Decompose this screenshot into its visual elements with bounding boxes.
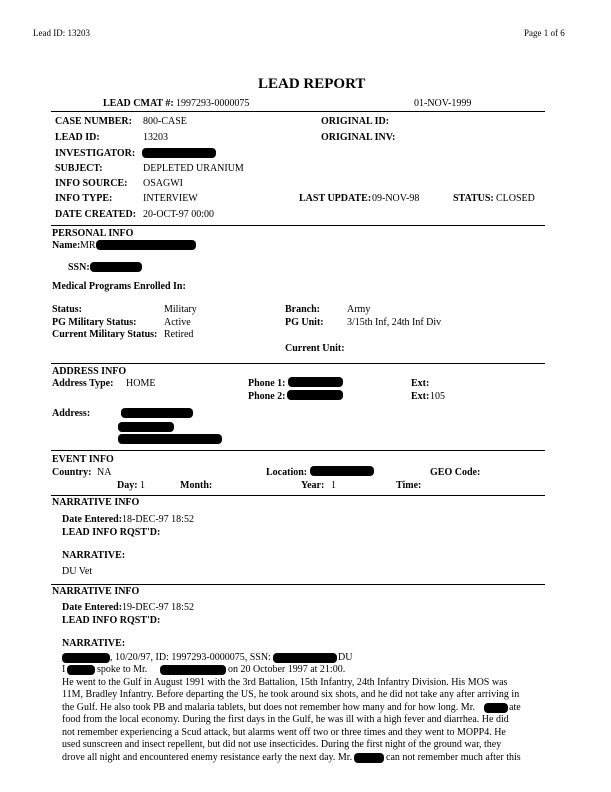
ext2: 105 <box>430 391 445 402</box>
event-heading: EVENT INFO <box>52 454 114 465</box>
pg-military: Active <box>164 317 191 328</box>
last-update-label: LAST UPDATE: <box>299 193 372 204</box>
divider-event <box>51 450 545 451</box>
location-label: Location: <box>266 467 308 478</box>
address-heading: ADDRESS INFO <box>52 366 127 377</box>
case-number: 800-CASE <box>143 116 187 127</box>
narrative1-heading: NARRATIVE INFO <box>52 497 140 508</box>
ext2-label: Ext: <box>411 391 430 402</box>
redaction-phone1 <box>288 377 343 387</box>
narrative1-text: DU Vet <box>62 566 93 577</box>
narrative1-label: NARRATIVE: <box>62 550 126 561</box>
name-label: Name: <box>52 240 81 251</box>
divider-top <box>51 111 545 112</box>
narrative2-line9-end: can not remember much after this <box>386 752 521 763</box>
narrative2-line2-mid: spoke to Mr. <box>97 664 148 675</box>
branch-label: Branch: <box>285 304 320 315</box>
lead-id-label: LEAD ID: <box>55 132 100 143</box>
narrative2-line8: used sunscreen and insect repellent, but did not use insecticides. During the first night of the ground war, they <box>62 739 502 750</box>
original-inv-label: ORIGINAL INV: <box>321 132 396 143</box>
narrative2-line2-start: I <box>62 664 66 675</box>
country: NA <box>97 467 112 478</box>
phone2-label: Phone 2: <box>248 391 286 402</box>
narrative2-label: NARRATIVE: <box>62 638 126 649</box>
original-id-label: ORIGINAL ID: <box>321 116 390 127</box>
header-lead-id: Lead ID: 13203 <box>33 28 90 38</box>
info-source: OSAGWI <box>143 178 183 189</box>
cmat-value: 1997293-0000075 <box>176 98 250 109</box>
status-field: Military <box>164 304 197 315</box>
ext1-label: Ext: <box>411 378 430 389</box>
narrative1-date: 18-DEC-97 18:52 <box>122 514 194 525</box>
narrative2-line9: drove all night and encountered enemy resistance early the next day. Mr. <box>62 752 353 763</box>
investigator-label: INVESTIGATOR: <box>55 148 136 159</box>
divider-narrative-1 <box>51 495 545 496</box>
narrative1-date-label: Date Entered: <box>62 514 123 525</box>
narrative2-rqst-label: LEAD INFO RQST'D: <box>62 615 161 626</box>
current-military-label: Current Military Status: <box>52 329 158 340</box>
narrative2-heading: NARRATIVE INFO <box>52 586 140 597</box>
narrative2-line1: , 10/20/97, ID: 1997293-0000075, SSN: <box>110 652 271 663</box>
narrative2-line3: He went to the Gulf in August 1991 with the 3rd Battalion, 15th Infantry, 24th Infantry Division. His MOS was <box>62 677 508 688</box>
report-date: 01-NOV-1999 <box>414 98 472 109</box>
narrative2-date-label: Date Entered: <box>62 602 123 613</box>
ssn-label: SSN: <box>68 262 90 273</box>
status-value: CLOSED <box>496 193 535 204</box>
year: 1 <box>331 480 336 491</box>
lead-id: 13203 <box>143 132 168 143</box>
narrative2-line7: not remember experiencing a Scud attack, but alarms went off two or three times and they went to MOPP4. He <box>62 727 506 738</box>
pg-unit-label: PG Unit: <box>285 317 324 328</box>
redaction-investigator <box>142 148 216 158</box>
day: 1 <box>140 480 145 491</box>
redaction-narrative-name <box>62 653 110 663</box>
info-type: INTERVIEW <box>143 193 198 204</box>
month-label: Month: <box>180 480 213 491</box>
narrative2-line5: the Gulf. He also took PB and malaria tablets, but does not remember how many and for how long. Mr. <box>62 702 475 713</box>
year-label: Year: <box>301 480 325 491</box>
medical-label: Medical Programs Enrolled In: <box>52 281 186 292</box>
divider-personal <box>51 225 545 226</box>
case-number-label: CASE NUMBER: <box>55 116 132 127</box>
page-title: LEAD REPORT <box>258 76 366 92</box>
date-created: 20-OCT-97 00:00 <box>143 209 215 220</box>
current-military: Retired <box>164 329 194 340</box>
narrative2-line1-end: DU <box>338 652 353 663</box>
redaction-narrative-subject <box>160 665 226 675</box>
info-type-label: INFO TYPE: <box>55 193 113 204</box>
redaction-address-2 <box>118 422 174 432</box>
country-label: Country: <box>52 467 92 478</box>
personal-heading: PERSONAL INFO <box>52 228 134 239</box>
subject-label: SUBJECT: <box>55 163 103 174</box>
cmat-label: LEAD CMAT #: <box>103 98 174 109</box>
redaction-phone2 <box>287 390 343 400</box>
name-prefix: MR <box>80 240 96 251</box>
address-type-label: Address Type: <box>52 378 114 389</box>
narrative2-line2-end: on 20 October 1997 at 21:00. <box>228 664 346 675</box>
time-label: Time: <box>396 480 422 491</box>
pg-unit: 3/15th Inf, 24th Inf Div <box>347 317 442 328</box>
narrative2-date: 19-DEC-97 18:52 <box>122 602 194 613</box>
pg-military-label: PG Military Status: <box>52 317 137 328</box>
branch: Army <box>347 304 371 315</box>
redaction-name <box>96 240 196 250</box>
redaction-narrative-line5 <box>484 703 508 713</box>
address-type: HOME <box>126 378 156 389</box>
phone1-label: Phone 1: <box>248 378 286 389</box>
status-field-label: Status: <box>52 304 83 315</box>
narrative2-line5-end: ate <box>509 702 521 713</box>
current-unit-label: Current Unit: <box>285 343 345 354</box>
redaction-ssn <box>90 262 142 272</box>
page-number: Page 1 of 6 <box>524 28 565 38</box>
redaction-narrative-interviewer <box>67 665 95 675</box>
geo-code-label: GEO Code: <box>430 467 481 478</box>
date-created-label: DATE CREATED: <box>55 209 137 220</box>
narrative1-rqst-label: LEAD INFO RQST'D: <box>62 527 161 538</box>
narrative2-line4: 11M, Bradley Infantry. Before departing the US, he took around six shots, and he did not take any after arriving in <box>62 689 520 700</box>
narrative2-line6: food from the local economy. During the first days in the Gulf, he was ill with a high fever and diarrhea. He did <box>62 714 509 725</box>
divider-address <box>51 363 545 364</box>
day-label: Day: <box>117 480 138 491</box>
status-label: STATUS: <box>453 193 494 204</box>
redaction-narrative-line9 <box>354 753 384 763</box>
redaction-location <box>310 466 374 476</box>
subject: DEPLETED URANIUM <box>143 163 244 174</box>
redaction-narrative-ssn <box>273 653 337 663</box>
last-update: 09-NOV-98 <box>372 193 420 204</box>
info-source-label: INFO SOURCE: <box>55 178 128 189</box>
divider-narrative-2 <box>51 584 545 585</box>
redaction-address-1 <box>121 408 193 418</box>
redaction-address-3 <box>118 434 222 444</box>
address-label: Address: <box>52 408 91 419</box>
